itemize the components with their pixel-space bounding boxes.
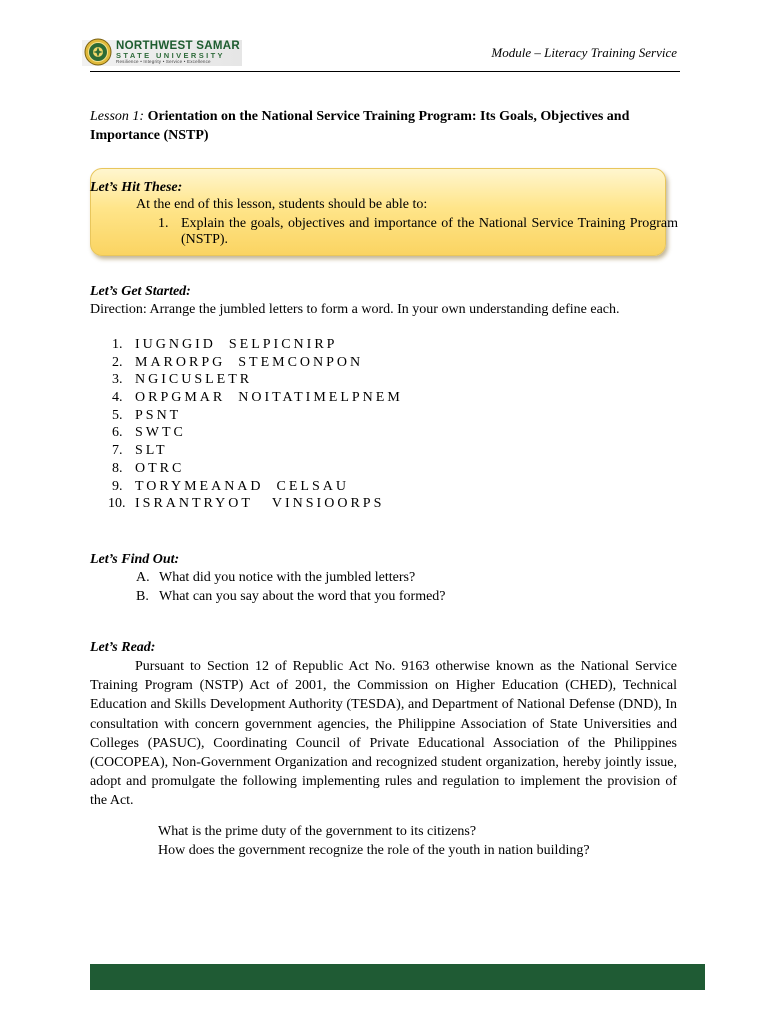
list-item	[112, 425, 672, 443]
footer-bar	[90, 964, 705, 990]
jumbled-word: PSNT	[135, 407, 182, 423]
item-number: 3.	[112, 372, 123, 388]
item-number: 1.	[112, 337, 123, 352]
read-heading: Let’s Read:	[90, 640, 156, 655]
jumbled-word: SWTC	[135, 425, 186, 441]
item-number: 10.	[108, 496, 126, 512]
jumbled-word: NGICUSLETR	[135, 372, 253, 388]
item-number: 7.	[112, 443, 123, 459]
item-question: What did you notice with the jumbled letters?	[159, 570, 416, 585]
jumbled-word: IUGNGID SELPICNIRP	[135, 337, 338, 352]
objectives-heading: Let’s Hit These:	[90, 180, 183, 195]
lesson-title-text: Orientation on the National Service Training Program: Its Goals, Objectives and Importance (NSTP)	[90, 109, 630, 143]
item-question: What can you say about the word that you formed?	[159, 589, 446, 604]
jumbled-word: ORPGMAR NOITATIMELPNEM	[135, 390, 403, 406]
reflection-question: How does the government recognize the role of the youth in nation building?	[158, 843, 590, 858]
item-number: 2.	[112, 354, 123, 370]
objective-item	[158, 216, 678, 248]
list-item	[112, 372, 672, 390]
get-started-heading: Let’s Get Started:	[90, 284, 191, 299]
objectives-intro: At the end of this lesson, students should be able to:	[136, 197, 428, 212]
item-number: 9.	[112, 478, 123, 494]
jumbled-word: SLT	[135, 443, 168, 459]
item-number: 6.	[112, 425, 123, 441]
list-item	[112, 443, 672, 461]
list-item	[112, 337, 672, 355]
header-divider	[90, 71, 680, 72]
lesson-title	[90, 107, 680, 145]
list-item	[112, 390, 672, 408]
list-item	[112, 479, 672, 497]
read-paragraph: Pursuant to Section 12 of Republic Act No. 9163 otherwise known as the National Service Training Program (NSTP) Act of 2001, the Commission on Higher Education (CHED), Technical Education and Skills Development Authority (TESDA), and Department of National Defense (DND), In consultation with concern government agencies, the Philippine Association of State Universities and Colleges (PASUC), Coordinating Council of Private Educational Association of the Philippines (COCOPEA), Non-Government Organization and recognized student organization, hereby jointly issue, adopt and promulgate the following implementing rules and regulation to implement the provision of the Act.	[90, 659, 677, 809]
module-title: Module – Literacy Training Service	[491, 45, 677, 60]
item-number: 4.	[112, 390, 123, 406]
list-item	[112, 461, 672, 479]
lesson-label: Lesson 1:	[90, 109, 145, 124]
item-letter: B.	[136, 589, 149, 604]
direction-text: Direction: Arrange the jumbled letters to form a word. In your own understanding define each.	[90, 302, 620, 317]
jumbled-word: ISRANTRYOT VINSIOORPS	[135, 496, 385, 512]
find-out-heading: Let’s Find Out:	[90, 552, 180, 567]
objective-number: 1.	[158, 216, 169, 231]
jumbled-word: OTRC	[135, 460, 185, 476]
university-subtitle: STATE UNIVERSITY	[116, 51, 225, 60]
jumbled-words-list	[108, 337, 672, 514]
item-number: 8.	[112, 460, 123, 476]
reflection-question: What is the prime duty of the government to its citizens?	[158, 824, 477, 839]
list-item	[112, 408, 672, 426]
university-name: NORTHWEST SAMAR	[116, 40, 240, 52]
objective-text: Explain the goals, objectives and importance of the National Service Training Program (NSTP).	[181, 216, 678, 247]
list-item	[108, 496, 672, 514]
university-seal-icon	[84, 38, 112, 66]
list-item	[112, 355, 672, 373]
university-motto: Resilience • Integrity • Service • Excellence	[116, 59, 211, 64]
jumbled-word: TORYMEANAD CELSAU	[135, 478, 349, 494]
jumbled-word: MARORPG STEMCONPON	[135, 354, 364, 370]
item-number: 5.	[112, 407, 123, 423]
item-letter: A.	[136, 570, 150, 585]
